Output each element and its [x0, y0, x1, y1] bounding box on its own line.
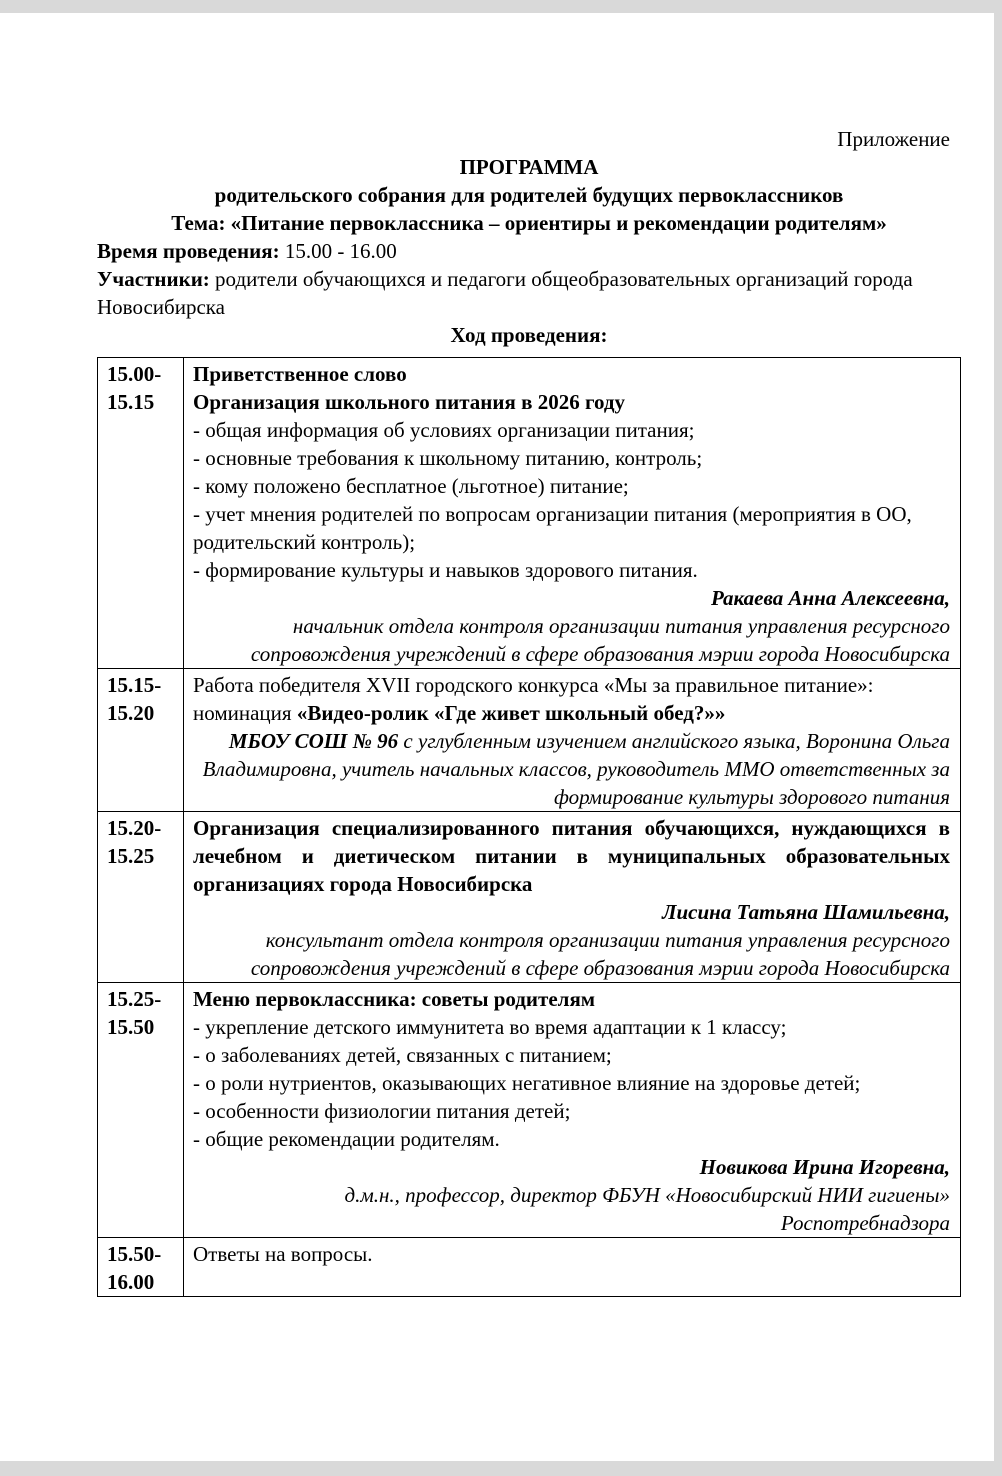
- participants-value: родители обучающихся и педагоги общеобразовательных организаций города Новосибирска: [97, 267, 913, 319]
- time-label: Время проведения:: [97, 239, 280, 263]
- time-cell: 15.50-16.00: [98, 1238, 184, 1297]
- program-subtitle: родительского собрания для родителей будущих первоклассников: [214, 183, 844, 207]
- list-item: - общие рекомендации родителям.: [193, 1127, 500, 1151]
- list-item: - особенности физиологии питания детей;: [193, 1099, 571, 1123]
- time-value: 15.00 - 16.00: [279, 239, 397, 263]
- role-text: с углубленным изучением английского языка, Воронина Ольга Владимировна, учитель начальных классов, руководитель ММО ответственных за формирование культуры здорового питания: [202, 729, 950, 809]
- speaker-role: д.м.н., профессор, директор ФБУН «Новосибирский НИИ гигиены» Роспотребнадзора: [344, 1183, 950, 1235]
- row-text: [193, 671, 950, 727]
- time-cell: 15.25-15.50: [98, 983, 184, 1238]
- participants-line: [97, 265, 961, 321]
- list-item: - основные требования к школьному питанию, контроль;: [193, 446, 703, 470]
- program-theme: Тема: «Питание первоклассника – ориентиры и рекомендации родителям»: [171, 211, 887, 235]
- list-item: - укрепление детского иммунитета во время адаптации к 1 классу;: [193, 1015, 787, 1039]
- school-name: МБОУ СОШ № 96: [228, 729, 399, 753]
- list-item: - кому положено бесплатное (льготное) питание;: [193, 474, 629, 498]
- time-cell: 15.15-15.20: [98, 669, 184, 812]
- table-row: [98, 983, 961, 1238]
- table-row: [98, 812, 961, 983]
- document-content: [97, 125, 961, 1297]
- content-cell: [184, 812, 961, 983]
- row-title: Организация школьного питания в 2026 году: [193, 390, 625, 414]
- speaker-name: Лисина Татьяна Шамильевна,: [662, 900, 950, 924]
- speaker-name: Ракаева Анна Алексеевна,: [711, 586, 950, 610]
- list-item: - о роли нутриентов, оказывающих негативное влияние на здоровье детей;: [193, 1071, 861, 1095]
- speaker-role: начальник отдела контроля организации питания управления ресурсного сопровождения учреждений в сфере образования мэрии города Новосибирска: [250, 614, 950, 666]
- speaker-role: [193, 727, 950, 811]
- content-cell: [184, 1238, 961, 1297]
- table-row: [98, 358, 961, 669]
- row-title: Организация специализированного питания обучающихся, нуждающихся в лечебном и диетическом питании в муниципальных образовательных организациях города Новосибирска: [193, 816, 950, 896]
- program-table: [97, 357, 961, 1297]
- list-item: - учет мнения родителей по вопросам организации питания (мероприятия в ОО, родительский контроль);: [193, 502, 912, 554]
- list-item: - общая информация об условиях организации питания;: [193, 418, 695, 442]
- content-cell: [184, 669, 961, 812]
- time-cell: 15.00-15.15: [98, 358, 184, 669]
- table-row: [98, 669, 961, 812]
- content-cell: [184, 983, 961, 1238]
- row-title: Меню первоклассника: советы родителям: [193, 987, 596, 1011]
- program-title: ПРОГРАММА: [459, 155, 599, 179]
- speaker-name: Новикова Ирина Игоревна,: [699, 1155, 950, 1179]
- agenda-heading: Ход проведения:: [450, 323, 608, 347]
- list-item: - формирование культуры и навыков здорового питания.: [193, 558, 698, 582]
- document-page: [0, 13, 994, 1461]
- time-cell: 15.20-15.25: [98, 812, 184, 983]
- row-title: Приветственное слово: [193, 362, 407, 386]
- list-item: - о заболеваниях детей, связанных с питанием;: [193, 1043, 612, 1067]
- row-text-plain: Работа победителя XVII городского конкурса «Мы за правильное питание»: номинация: [193, 673, 874, 725]
- appendix-label: Приложение: [837, 127, 950, 151]
- content-cell: [184, 358, 961, 669]
- row-text-bold: «Видео-ролик «Где живет школьный обед?»»: [296, 701, 726, 725]
- table-row: [98, 1238, 961, 1297]
- speaker-role: консультант отдела контроля организации питания управления ресурсного сопровождения учреждений в сфере образования мэрии города Новосибирска: [250, 928, 950, 980]
- row-text: Ответы на вопросы.: [193, 1242, 373, 1266]
- time-line: [97, 237, 961, 265]
- participants-label: Участники:: [97, 267, 210, 291]
